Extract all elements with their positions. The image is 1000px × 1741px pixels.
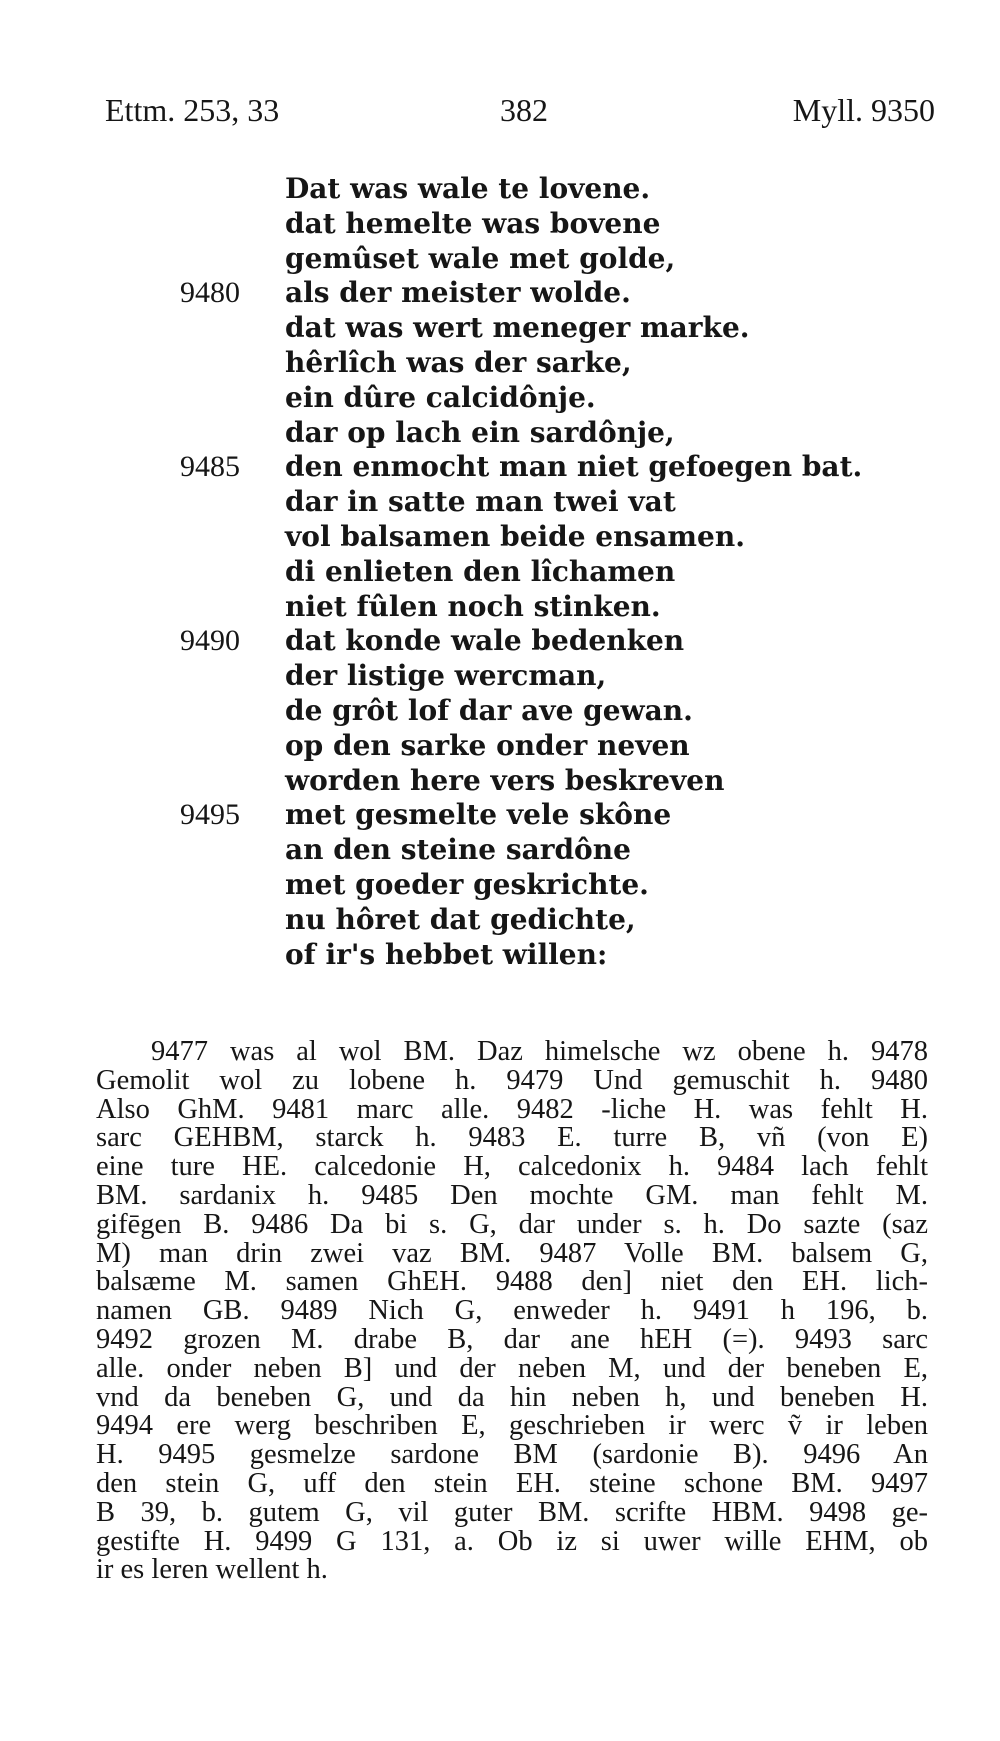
page-header bbox=[105, 92, 935, 132]
apparatus-line: 9492 grozen M. drabe B, dar ane hEH (=). 9493 sarc bbox=[96, 1323, 928, 1355]
apparatus-line: Also GhM. 9481 marc alle. 9482 -liche H. was fehlt H. bbox=[96, 1093, 928, 1125]
poem-line bbox=[180, 903, 940, 938]
poem-line bbox=[180, 590, 940, 625]
apparatus-line: den stein G, uff den stein EH. steine schone BM. 9497 bbox=[96, 1467, 928, 1499]
poem-line-text: an den steine sardône bbox=[285, 833, 631, 867]
apparatus-line: sarc GEHBM, starck h. 9483 E. turre B, vñ (von E) bbox=[96, 1122, 928, 1154]
poem-line bbox=[180, 659, 940, 694]
page-number: 382 bbox=[500, 92, 548, 128]
poem-line bbox=[180, 172, 940, 207]
poem-line bbox=[180, 276, 940, 311]
poem-line bbox=[180, 938, 940, 973]
poem-line-text: nu hôret dat gedichte, bbox=[285, 902, 636, 936]
poem-line-text: dat konde wale bedenken bbox=[285, 624, 685, 658]
apparatus-line: vnd da beneben G, und da hin neben h, und beneben H. bbox=[96, 1381, 928, 1413]
poem-line bbox=[180, 346, 940, 381]
poem-line bbox=[180, 311, 940, 346]
poem-line-text: Dat was wale te lovene. bbox=[285, 172, 651, 205]
poem-line bbox=[180, 798, 940, 833]
apparatus-line: balsæme M. samen GhEH. 9488 den] niet den EH. lich- bbox=[96, 1266, 928, 1298]
header-reference-left: Ettm. 253, 33 bbox=[105, 92, 280, 128]
poem-line bbox=[180, 624, 940, 659]
poem-line bbox=[180, 520, 940, 555]
line-number: 9485 bbox=[180, 450, 240, 484]
poem-line-text: met goeder geskrichte. bbox=[285, 867, 649, 901]
header-reference-right: Myll. 9350 bbox=[792, 92, 935, 128]
poem-line bbox=[180, 207, 940, 242]
apparatus-line: 9477 was al wol BM. Daz himelsche wz obene h. 9478 bbox=[151, 1036, 928, 1067]
poem-line-text: hêrlîch was der sarke, bbox=[285, 345, 632, 379]
apparatus-line: alle. onder neben B] und der neben M, und der beneben E, bbox=[96, 1352, 928, 1384]
poem-text bbox=[180, 172, 940, 972]
poem-line bbox=[180, 868, 940, 903]
poem-line-text: als der meister wolde. bbox=[285, 276, 631, 310]
poem-line bbox=[180, 381, 940, 416]
apparatus-line: ir es leren wellent h. bbox=[96, 1554, 328, 1586]
poem-line bbox=[180, 833, 940, 868]
poem-line-text: den enmocht man niet gefoegen bat. bbox=[285, 450, 863, 484]
apparatus-line: gestifte H. 9499 G 131, a. Ob iz si uwer wille EHM, ob bbox=[96, 1525, 928, 1557]
line-number: 9495 bbox=[180, 798, 240, 832]
apparatus-line: namen GB. 9489 Nich G, enweder h. 9491 h 196, b. bbox=[96, 1295, 928, 1327]
apparatus-line: gifēgen B. 9486 Da bi s. G, dar under s. h. Do sazte (saz bbox=[96, 1208, 928, 1240]
poem-line-text: dat was wert meneger marke. bbox=[285, 311, 750, 345]
apparatus-line: BM. sardanix h. 9485 Den mochte GM. man fehlt M. bbox=[96, 1179, 928, 1211]
poem-line-text: niet fûlen noch stinken. bbox=[285, 589, 661, 623]
apparatus-line: 9494 ere werg beschriben E, geschrieben ir werc ṽ ir leben bbox=[96, 1410, 928, 1442]
apparatus-line: eine ture HE. calcedonie H, calcedonix h. 9484 lach fehlt bbox=[96, 1151, 928, 1183]
poem-line bbox=[180, 555, 940, 590]
poem-line-text: of ir's hebbet willen: bbox=[285, 937, 608, 971]
apparatus-line: Gemolit wol zu lobene h. 9479 Und gemuschit h. 9480 bbox=[96, 1064, 928, 1096]
poem-line bbox=[180, 416, 940, 451]
poem-line bbox=[180, 729, 940, 764]
poem-line bbox=[180, 450, 940, 485]
poem-line-text: gemûset wale met golde, bbox=[285, 241, 676, 275]
poem-line-text: de grôt lof dar ave gewan. bbox=[285, 693, 693, 727]
poem-line-text: vol balsamen beide ensamen. bbox=[285, 519, 745, 553]
poem-line-text: di enlieten den lîchamen bbox=[285, 554, 676, 588]
critical-apparatus bbox=[96, 1038, 928, 1585]
poem-line bbox=[180, 485, 940, 520]
poem-line-text: met gesmelte vele skône bbox=[285, 798, 672, 832]
line-number: 9490 bbox=[180, 624, 240, 658]
poem-line-text: op den sarke onder neven bbox=[285, 728, 690, 762]
poem-line bbox=[180, 694, 940, 729]
apparatus-line: M) man drin zwei vaz BM. 9487 Volle BM. balsem G, bbox=[96, 1237, 928, 1269]
poem-line bbox=[180, 764, 940, 799]
poem-line-text: dat hemelte was bovene bbox=[285, 206, 661, 240]
poem-line-text: der listige wercman, bbox=[285, 659, 607, 693]
poem-line-text: dar op lach ein sardônje, bbox=[285, 415, 675, 449]
poem-line-text: dar in satte man twei vat bbox=[285, 485, 676, 519]
poem-line-text: worden here vers beskreven bbox=[285, 763, 725, 797]
line-number: 9480 bbox=[180, 276, 240, 310]
poem-line-text: ein dûre calcidônje. bbox=[285, 380, 596, 414]
poem-line bbox=[180, 242, 940, 277]
apparatus-line: H. 9495 gesmelze sardone BM (sardonie B). 9496 An bbox=[96, 1439, 928, 1471]
apparatus-line: B 39, b. gutem G, vil guter BM. scrifte HBM. 9498 ge- bbox=[96, 1496, 928, 1528]
